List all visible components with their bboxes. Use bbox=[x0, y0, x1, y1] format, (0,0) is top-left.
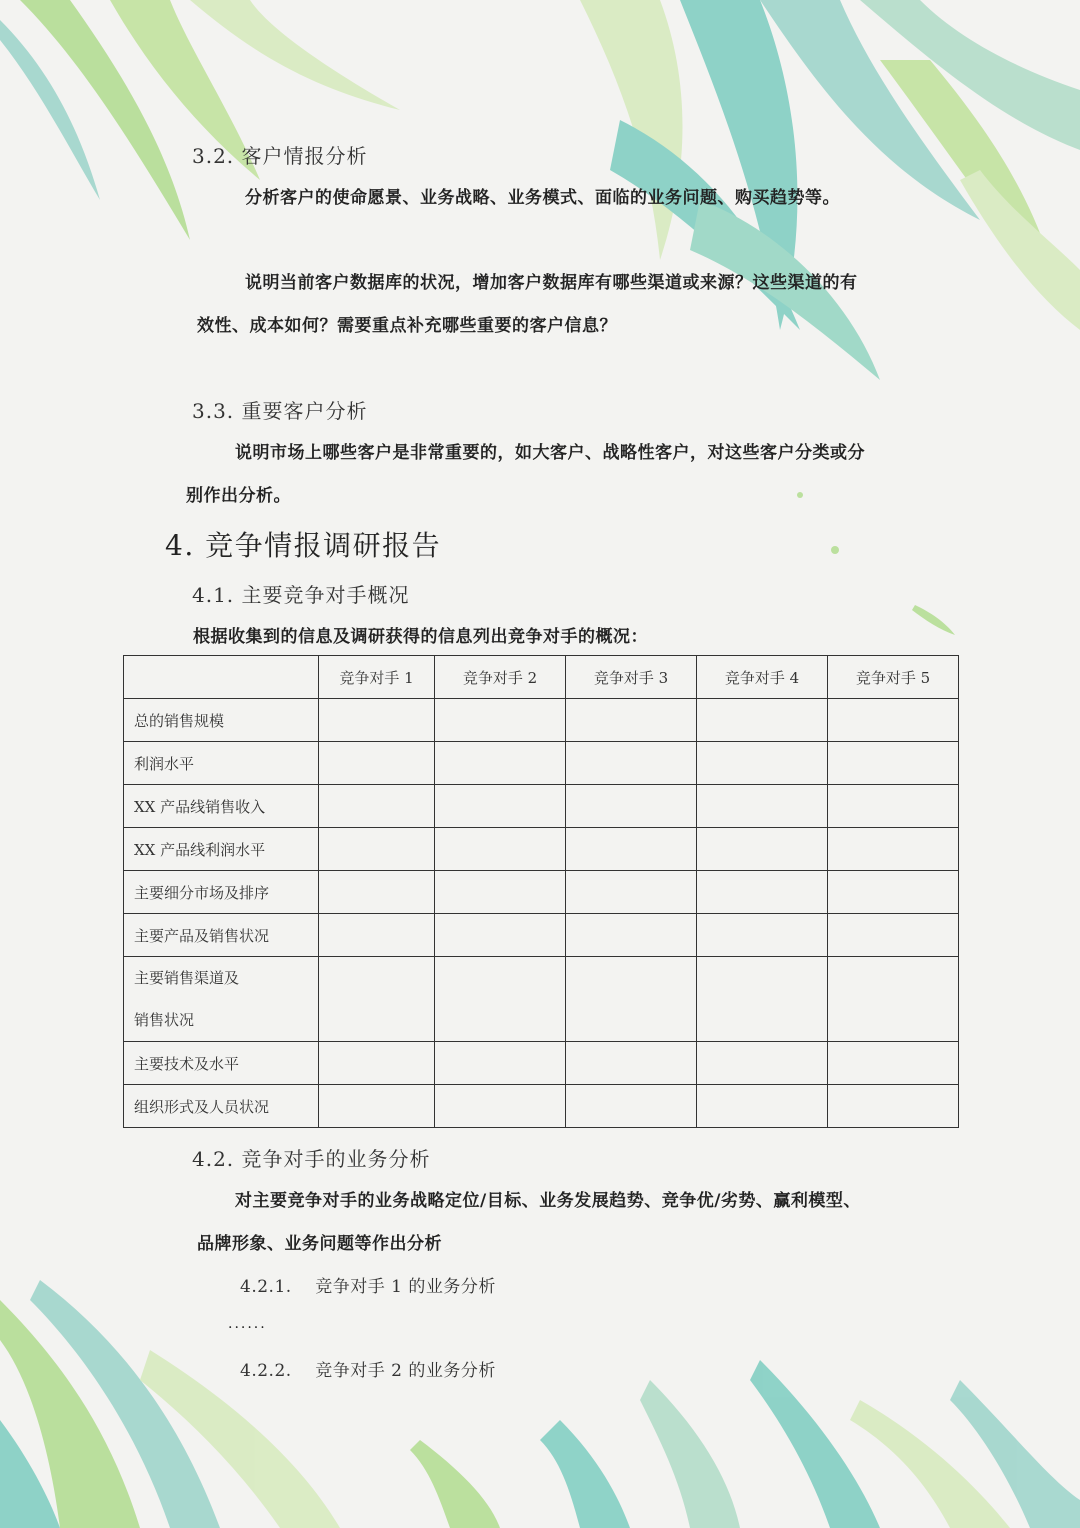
table-row bbox=[124, 871, 959, 914]
table-header-cell: 竞争对手 1 bbox=[319, 656, 435, 699]
section-3-2-paragraph-2-line-2: 效性、成本如何？需要重点补充哪些重要的客户信息？ bbox=[197, 316, 617, 336]
competitor-overview-table bbox=[123, 655, 959, 1128]
row-label: 主要产品及销售状况 bbox=[124, 914, 319, 957]
section-4-2-1-heading: 4.2.1. 竞争对手 1 的业务分析 bbox=[240, 1277, 496, 1297]
section-3-2-paragraph-2-line-1: 说明当前客户数据库的状况，增加客户数据库有哪些渠道或来源？这些渠道的有 bbox=[245, 273, 858, 293]
section-4-1-intro: 根据收集到的信息及调研获得的信息列出竞争对手的概况： bbox=[193, 627, 648, 647]
section-3-3-paragraph-line-2: 别作出分析。 bbox=[186, 486, 291, 506]
section-3-2-paragraph-1: 分析客户的使命愿景、业务战略、业务模式、面临的业务问题、购买趋势等。 bbox=[245, 188, 840, 208]
row-label-line-1: 主要销售渠道及 bbox=[134, 969, 240, 987]
table-row bbox=[124, 957, 959, 1042]
section-4-1-heading: 4.1. 主要竞争对手概况 bbox=[192, 583, 410, 607]
row-label: 主要细分市场及排序 bbox=[124, 871, 319, 914]
row-label: 主要技术及水平 bbox=[124, 1042, 319, 1085]
table-row bbox=[124, 1085, 959, 1128]
row-label: XX 产品线利润水平 bbox=[124, 828, 319, 871]
section-3-2-heading: 3.2. 客户情报分析 bbox=[192, 144, 368, 168]
table-header-row bbox=[124, 656, 959, 699]
section-4-heading: 4. 竞争情报调研报告 bbox=[165, 529, 442, 562]
row-label: 利润水平 bbox=[124, 742, 319, 785]
table-row bbox=[124, 785, 959, 828]
table-header-cell: 竞争对手 5 bbox=[828, 656, 959, 699]
table-header-cell bbox=[124, 656, 319, 699]
table-row bbox=[124, 699, 959, 742]
section-3-3-paragraph-line-1: 说明市场上哪些客户是非常重要的，如大客户、战略性客户，对这些客户分类或分 bbox=[235, 443, 865, 463]
table-row bbox=[124, 1042, 959, 1085]
table-header-cell: 竞争对手 4 bbox=[697, 656, 828, 699]
row-label: XX 产品线销售收入 bbox=[124, 785, 319, 828]
row-label: 组织形式及人员状况 bbox=[124, 1085, 319, 1128]
ellipsis: ...... bbox=[228, 1316, 267, 1332]
row-label bbox=[124, 957, 319, 1042]
table-row bbox=[124, 828, 959, 871]
section-4-2-paragraph-line-2: 品牌形象、业务问题等作出分析 bbox=[197, 1234, 442, 1254]
section-3-3-heading: 3.3. 重要客户分析 bbox=[192, 399, 368, 423]
section-4-2-2-heading: 4.2.2. 竞争对手 2 的业务分析 bbox=[240, 1361, 496, 1381]
table-header-cell: 竞争对手 2 bbox=[435, 656, 566, 699]
table-header-cell: 竞争对手 3 bbox=[566, 656, 697, 699]
row-label: 总的销售规模 bbox=[124, 699, 319, 742]
table-row bbox=[124, 742, 959, 785]
table-row bbox=[124, 914, 959, 957]
row-label-line-2: 销售状况 bbox=[134, 1011, 195, 1029]
section-4-2-paragraph-line-1: 对主要竞争对手的业务战略定位/目标、业务发展趋势、竞争优/劣势、赢利模型、 bbox=[235, 1191, 861, 1211]
section-4-2-heading: 4.2. 竞争对手的业务分析 bbox=[192, 1147, 431, 1171]
